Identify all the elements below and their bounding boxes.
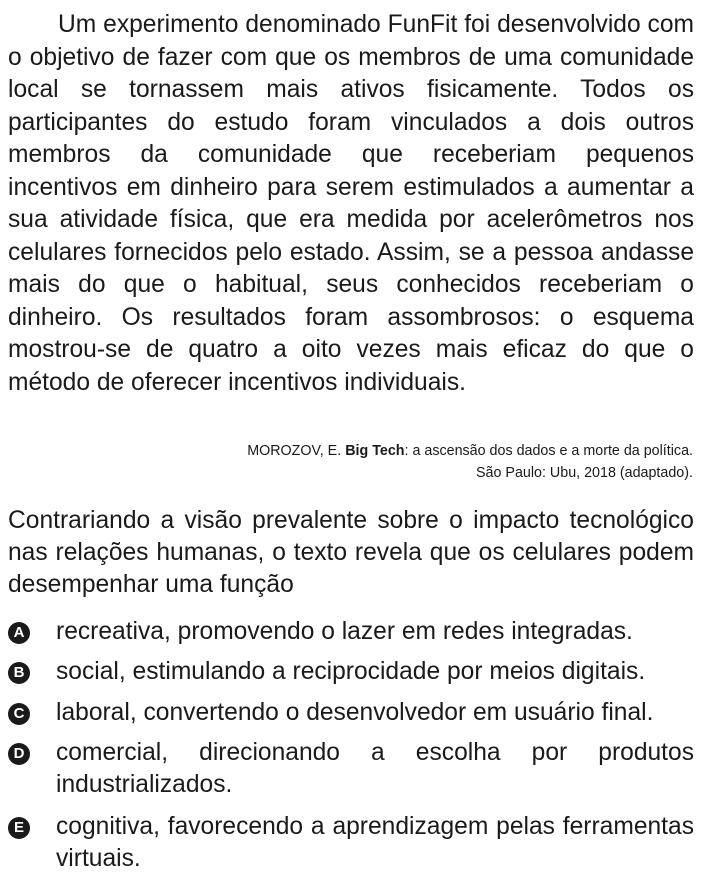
- question-stem: Contrariando a visão prevalente sobre o impacto tecnológico nas relações humanas, o texto revela que os celulares podem desempenhar uma função: [8, 507, 694, 598]
- citation-title: Big Tech: [345, 443, 405, 459]
- citation: [93, 440, 693, 484]
- citation-publication: São Paulo: Ubu, 2018 (adaptado).: [476, 465, 693, 481]
- citation-subtitle: : a ascensão dos dados e a morte da política.: [404, 443, 693, 459]
- option-d-text: comercial, direcionando a escolha por produtos industrializados.: [56, 739, 694, 798]
- option-b-text: social, estimulando a reciprocidade por meios digitais.: [56, 658, 646, 685]
- citation-author: MOROZOV, E.: [247, 443, 342, 459]
- option-e-letter: E: [8, 817, 30, 839]
- citation-line-1: [93, 440, 693, 462]
- option-d-letter: D: [8, 743, 30, 765]
- passage-text: Um experimento denominado FunFit foi desenvolvido com o objetivo de fazer com que os membros de uma comunidade local se tornassem mais ativos fisicamente. Todos os participantes do estudo foram vinculados a dois outros membros da comunidade que receberiam pequenos incentivos em dinheiro para serem estimulados a aumentar a sua atividade física, que era medida por acelerômetros nos celulares fornecidos pelo estado. Assim, se a pessoa andasse mais do que o habitual, seus conhecidos receberiam o dinheiro. Os resultados foram assombrosos: o esquema mostrou-se de quatro a oito vezes mais eficaz do que o método de oferecer incentivos individuais.: [8, 11, 694, 396]
- option-e[interactable]: [8, 811, 694, 875]
- option-a[interactable]: [8, 616, 694, 648]
- option-e-text: cognitiva, favorecendo a aprendizagem pelas ferramentas virtuais.: [56, 813, 694, 872]
- option-b-letter: B: [8, 662, 30, 684]
- option-c[interactable]: [8, 697, 694, 729]
- option-d[interactable]: [8, 737, 694, 801]
- option-a-text: recreativa, promovendo o lazer em redes integradas.: [56, 618, 633, 645]
- option-c-text: laboral, convertendo o desenvolvedor em usuário final.: [56, 699, 654, 726]
- option-b[interactable]: [8, 656, 694, 688]
- option-a-letter: A: [8, 622, 30, 644]
- option-c-letter: C: [8, 703, 30, 725]
